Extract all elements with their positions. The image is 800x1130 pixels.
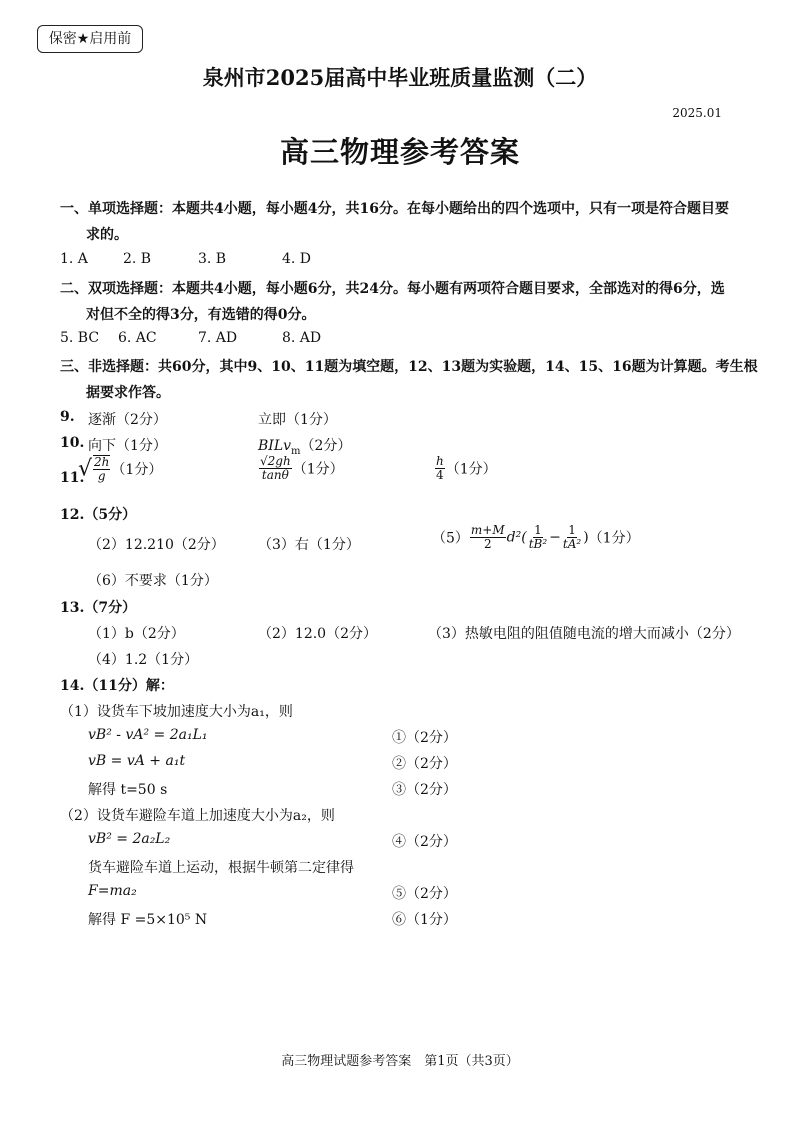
answer-5: 5. BC: [60, 330, 100, 346]
q12-p5-minus: −: [549, 529, 561, 546]
q11-number: 11.: [60, 470, 85, 486]
q10-answer-a: 向下（1分）: [88, 438, 167, 454]
answer-7: 7. AD: [198, 330, 238, 346]
q12-p5-label: （5）: [432, 530, 469, 547]
radical-sign: √: [78, 456, 93, 482]
q14-eq4: [88, 831, 170, 847]
section-3-heading-cont: 据要求作答。: [86, 385, 170, 401]
q12-heading: 12.（5分）: [60, 507, 137, 523]
q11-c-den: 4: [436, 468, 444, 482]
q14-eq6: 解得 F =5×10⁵ N: [88, 912, 208, 928]
q12-p5-f1-num: 1: [534, 523, 542, 537]
q9-number: 9.: [60, 409, 75, 425]
section-1-heading: 一、单项选择题：本题共4小题，每小题4分，共16分。在每小题给出的四个选项中，只有一项是符合题目要: [60, 201, 729, 217]
q14-part-1: （1）设货车下坡加速度大小为a₁，则: [60, 704, 293, 720]
q14-eq4-text: vB² = 2a₂L₂: [88, 831, 171, 847]
q11-a-den: g: [97, 469, 106, 483]
q14-eq5-text: F=ma₂: [88, 883, 137, 899]
q13-part-1: （1）b（2分）: [88, 626, 185, 642]
q11-answer-b: [258, 455, 344, 482]
q14-part-2: （2）设货车避险车道上加速度大小为a₂，则: [60, 808, 335, 824]
q14-heading: 14.（11分）解：: [60, 678, 174, 694]
q11-a-score: （1分）: [111, 462, 163, 478]
q12-p5-num: m+M: [470, 523, 505, 537]
answer-6: 6. AC: [118, 330, 157, 346]
q11-b-fraction: [259, 455, 292, 482]
q13-heading: 13.（7分）: [60, 600, 137, 616]
q12-p5-close: ): [583, 529, 589, 546]
q11-c-fraction: [435, 455, 445, 482]
answer-2: 2. B: [123, 251, 152, 267]
q10-number: 10.: [60, 435, 85, 451]
q12-part-2: （2）12.210（2分）: [88, 537, 225, 553]
q12-p5-coef: [470, 524, 506, 551]
q10-expr-sub: m: [291, 445, 301, 457]
q9-answer-a: 逐渐（2分）: [88, 412, 167, 428]
q11-a-num: 2h: [94, 455, 110, 469]
q12-p5-f2-den: tA²: [562, 537, 582, 551]
exam-date: 2025.01: [672, 106, 722, 120]
q12-p5-frac2: [562, 524, 582, 551]
section-3-heading: 三、非选择题：共60分，其中9、10、11题为填空题，12、13题为实验题，14、15、16题为计算题。考生根: [60, 359, 758, 375]
q14-eq2-mark: ②（2分）: [392, 756, 457, 772]
q12-p5-f2-num: 1: [568, 523, 576, 537]
q12-p5-score: （1分）: [588, 530, 640, 547]
q12-part-6: （6）不要求（1分）: [88, 573, 218, 589]
q10-score: （2分）: [300, 438, 352, 454]
answer-key-title: 高三物理参考答案: [279, 135, 520, 169]
q12-p5-frac1: [528, 524, 548, 551]
q12-part-3: （3）右（1分）: [258, 537, 360, 553]
q14-eq3-mark: ③（2分）: [392, 782, 457, 798]
q12-p5-f1-den: tB²: [528, 537, 548, 551]
q11-b-den: tanθ: [261, 468, 289, 482]
q14-eq2-text: vB = vA + a₁t: [88, 753, 186, 769]
confidential-stamp: 保密★启用前: [37, 25, 143, 53]
q14-eq4-mark: ④（2分）: [392, 834, 457, 850]
q14-eq5-mark: ⑤（2分）: [392, 886, 457, 902]
exam-title: 泉州市2025届高中毕业班质量监测（二）: [202, 65, 598, 90]
q11-b-score: （1分）: [292, 461, 344, 478]
answer-3: 3. B: [198, 251, 227, 267]
q12-p5-den: 2: [483, 537, 492, 551]
q14-text5: 货车避险车道上运动，根据牛顿第二定律得: [88, 860, 354, 876]
q14-eq3: 解得 t=50 s: [88, 782, 168, 798]
q13-part-4: （4）1.2（1分）: [88, 652, 199, 668]
section-2-heading-cont: 对但不全的得3分，有选错的得0分。: [86, 307, 316, 323]
q12-p5-d: d²(: [506, 529, 527, 546]
q12-part-5: [432, 524, 640, 551]
q10-expr: BILv: [258, 438, 292, 454]
q9-answer-b: 立即（1分）: [258, 412, 337, 428]
answer-8: 8. AD: [282, 330, 322, 346]
q11-answer-c: [434, 455, 497, 482]
answer-4: 4. D: [282, 251, 312, 267]
q14-eq6-mark: ⑥（1分）: [392, 912, 457, 928]
q11-answer-a: [78, 455, 162, 483]
q14-eq1-text: vB² - vA² = 2a₁L₁: [88, 727, 208, 743]
section-2-heading: 二、双项选择题：本题共4小题，每小题6分，共24分。每小题有两项符合题目要求，全部选对的得6分，选: [60, 281, 725, 297]
page-footer: 高三物理试题参考答案 第1页（共3页）: [281, 1054, 519, 1069]
q13-part-2: （2）12.0（2分）: [258, 626, 377, 642]
section-1-heading-cont: 求的。: [86, 227, 128, 243]
q14-eq1: [88, 727, 207, 743]
q14-eq2: [88, 753, 185, 769]
q11-b-num: √2gh: [260, 454, 291, 468]
q14-eq5: [88, 883, 137, 899]
q13-part-3: （3）热敏电阻的阻值随电流的增大而减小（2分）: [428, 626, 740, 642]
answer-1: 1. A: [60, 251, 88, 267]
q11-c-score: （1分）: [445, 461, 497, 478]
q14-eq1-mark: ①（2分）: [392, 730, 457, 746]
q11-c-num: h: [436, 454, 444, 468]
q11-a-fraction: [93, 455, 110, 483]
